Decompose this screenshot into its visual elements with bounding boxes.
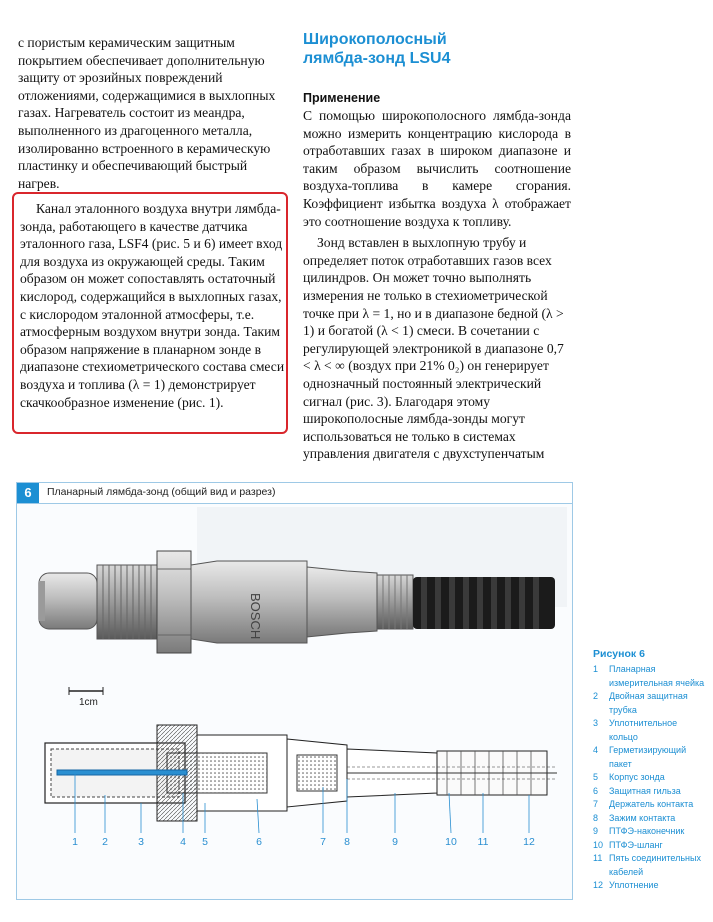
- section-title-line2: лямбда-зонд LSU4: [303, 50, 451, 67]
- legend-item: 10 ПТФЭ-шланг: [593, 839, 663, 850]
- callout-10: 10: [445, 836, 457, 848]
- sensor-illustration: [17, 503, 572, 899]
- figure-header: [17, 483, 572, 504]
- legend-item: 7 Держатель контакта: [593, 799, 694, 809]
- legend-title: Рисунок 6: [593, 648, 645, 660]
- section-title: [303, 30, 571, 68]
- left-column: [18, 34, 288, 192]
- legend-item: 12 Уплотнение: [593, 880, 659, 890]
- application-paragraph-2: Зонд вставлен в выхлопную трубу и определяет поток отработавших газов всех цилиндров. Он может точно выполнять измерения не только в стехиометрической точке при λ = 1, но и в диапазоне бедной (λ > 1) и богатой (λ < 1) смеси. В сочетании с регулирующей электроникой в диапазоне 0,7 < λ < ∞ (воздух при 21% 0₂) он генерирует однозначный постоянный электрический сигнал (рис. 3). Благодаря этому широкополосные лямбда-зонды могут использоваться не только в системах управления двигателя с двухступенчатым: [303, 235, 564, 462]
- scale-bar: [69, 687, 103, 708]
- legend-item: 6 Защитная гильза: [593, 785, 681, 796]
- legend-item: 1 Планарная измерительная ячейка: [593, 664, 705, 688]
- legend-item: 8 Зажим контакта: [593, 812, 676, 823]
- figure-6: [16, 482, 573, 900]
- brand-label: BOSCH: [248, 593, 263, 640]
- application-paragraph-1: С помощью широкополосного лямбда-зонда можно измерить концентрацию кислорода в отработавших газах в широком диапазоне и таким образом вычислить соотношение воздуха-топлива в камере сгорания. Коэффициент избытка воздуха λ отображает это соотношение воздуха к топливу.: [303, 108, 571, 229]
- right-column: [303, 30, 571, 463]
- callout-4: 4: [180, 836, 186, 848]
- section-title-line1: Широкополосный: [303, 31, 447, 48]
- callout-9: 9: [392, 836, 398, 848]
- legend-item: 11 Пять соединительных кабелей: [593, 853, 701, 877]
- callout-2: 2: [102, 836, 108, 848]
- subheading-application: Применение: [303, 91, 381, 105]
- figure-legend: [593, 648, 708, 893]
- callout-8: 8: [344, 836, 350, 848]
- callout-6: 6: [256, 836, 262, 848]
- scale-label: 1cm: [79, 697, 98, 708]
- figure-title: Планарный лямбда-зонд (общий вид и разрез): [47, 486, 276, 498]
- callout-5: 5: [202, 836, 208, 848]
- callout-7: 7: [320, 836, 326, 848]
- intro-paragraph: с пористым керамическим защитным покрытием обеспечивает дополнительную защиту от эрозийных повреждений отложениями, содержащимися в выхлопных газах. Нагреватель состоит из меандра, выполненного из драгоценного металла, изолированно встроенного в керамическую пластинку и обеспечивающий быстрый нагрев.: [18, 35, 276, 191]
- callout-1: 1: [72, 836, 78, 848]
- legend-item: 9 ПТФЭ-наконечник: [593, 826, 685, 836]
- legend-item: 3 Уплотнительное кольцо: [593, 718, 678, 742]
- sensor-section: [45, 725, 557, 821]
- legend-item: 4 Герметизирующий пакет: [593, 745, 687, 769]
- callout-3: 3: [138, 836, 144, 848]
- legend-item: 2 Двойная защитная трубка: [593, 691, 688, 715]
- callout-11: 11: [477, 836, 489, 848]
- figure-number: 6: [17, 483, 39, 503]
- callout-12: 12: [523, 836, 535, 848]
- highlighted-paragraph-box: [12, 192, 288, 434]
- highlighted-paragraph: Канал эталонного воздуха внутри лямбда-зонда, работающего в качестве датчика эталонного газа, LSF4 (рис. 5 и 6) имеет вход для воздуха из окружающей среды. Таким образом он может сопоставлять остаточный кислород, содержащийся в выхлопных газах, с кислородом эталонной атмосферы, т.е. атмосферным воздухом внутри зонда. Таким образом напряжение в планарном зонде в диапазоне стехиометрического состава смеси воздуха и топлива (λ = 1) демонстрирует скачкообразное изменение (рис. 1).: [20, 201, 285, 410]
- legend-item: 5 Корпус зонда: [593, 772, 665, 782]
